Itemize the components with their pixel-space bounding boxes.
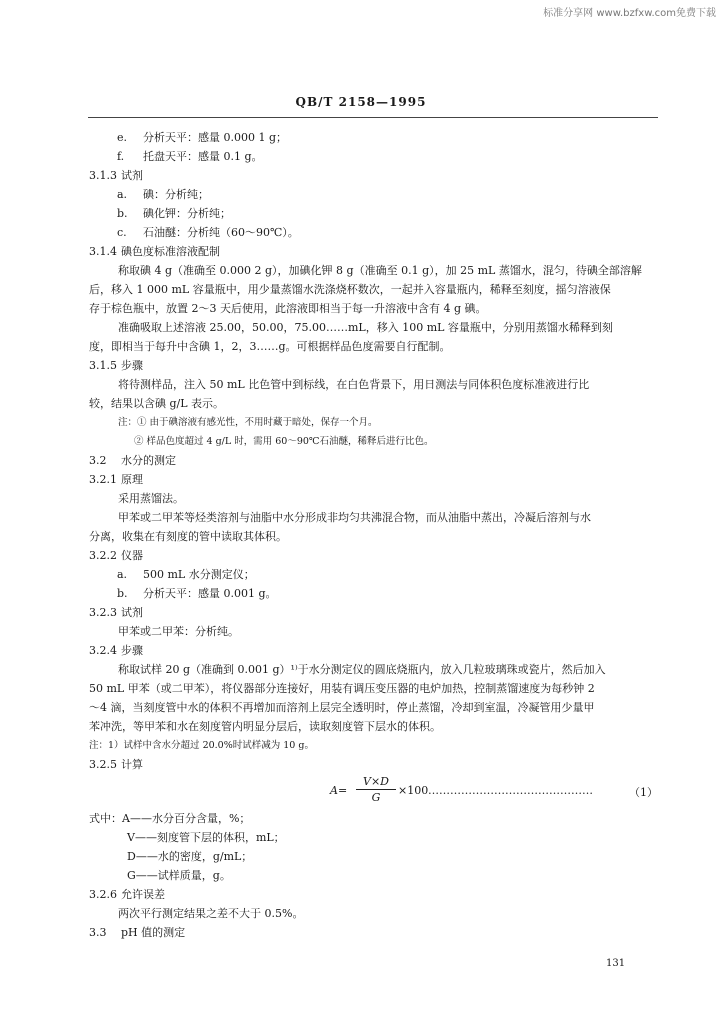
section-heading: [89, 888, 165, 902]
line-text: 注：① 由于碘溶液有感光性，不用时藏于暗处，保存一个月。: [118, 417, 378, 428]
line-text: 碘色度标准溶液配制: [121, 245, 220, 258]
text-line: [89, 283, 611, 297]
formula-numerator: V×D: [356, 775, 396, 790]
formula-equation-number: （1）: [629, 786, 658, 799]
section-number: 3.1.4: [89, 245, 117, 258]
formula-denominator: G: [371, 791, 381, 804]
list-item: [117, 587, 277, 601]
formula-1: [330, 770, 658, 810]
section-heading: [89, 926, 185, 940]
text-line: [118, 907, 303, 921]
header-rule: [88, 117, 658, 118]
text-line: [118, 625, 239, 639]
line-text: D——水的密度，g/mL；: [127, 850, 253, 863]
section-heading: [89, 473, 143, 487]
line-text: 水分的测定: [121, 454, 176, 467]
line-text: 后，移入 1 000 mL 容量瓶中，用少量蒸馏水洗涤烧杯数次，一起并入容量瓶内，稀释至刻度，摇匀溶液保: [89, 283, 611, 296]
page-number: 131: [606, 958, 626, 969]
section-number: 3.2.2: [89, 549, 117, 562]
line-text: 试剂: [121, 169, 143, 182]
list-marker: b.: [117, 207, 128, 220]
line-text: 分析天平：感量 0.000 1 g；: [143, 131, 288, 144]
list-marker: a.: [117, 568, 128, 581]
line-text: 甲苯或二甲苯等烃类溶剂与油脂中水分形成非均匀共沸混合物，而从油脂中蒸出，冷凝后溶剂与水: [118, 511, 591, 524]
list-item: [117, 188, 209, 202]
text-line: [118, 416, 378, 430]
list-marker: a.: [117, 188, 128, 201]
section-number: 3.3: [89, 926, 107, 939]
section-heading: [89, 359, 143, 373]
section-heading: [89, 758, 143, 772]
list-marker: b.: [117, 587, 128, 600]
line-text: 碘：分析纯；: [143, 188, 209, 201]
section-number: 3.2: [89, 454, 107, 467]
formula-fraction: [356, 775, 396, 804]
line-text: 原理: [121, 473, 143, 486]
text-line: [89, 812, 250, 826]
section-number: 3.2.4: [89, 644, 117, 657]
line-text: 托盘天平：感量 0.1 g。: [143, 150, 263, 163]
line-text: 准确吸取上述溶液 25.00，50.00，75.00……mL，移入 100 mL 容量瓶中，分别用蒸馏水稀释到刻: [118, 321, 613, 334]
line-text: 仪器: [121, 549, 143, 562]
text-line: [118, 492, 184, 506]
text-line: [89, 720, 441, 734]
line-text: 试剂: [121, 606, 143, 619]
section-number: 3.2.6: [89, 888, 117, 901]
text-line: [89, 739, 314, 753]
section-heading: [89, 169, 143, 183]
list-marker: e.: [117, 131, 128, 144]
line-text: 计算: [121, 758, 143, 771]
list-item: [117, 150, 263, 164]
text-line: [134, 435, 434, 449]
line-text: 石油醚：分析纯（60～90℃）。: [143, 226, 299, 239]
section-heading: [89, 606, 143, 620]
text-line: [89, 302, 487, 316]
text-line: [127, 869, 231, 883]
text-line: [127, 850, 252, 864]
line-text: pH 值的测定: [121, 926, 186, 939]
text-line: [89, 701, 595, 715]
line-text: 式中：A——水分百分含量，%；: [89, 812, 251, 825]
list-marker: f.: [117, 150, 125, 163]
section-number: 3.1.3: [89, 169, 117, 182]
list-item: [117, 131, 287, 145]
list-item: [117, 207, 231, 221]
line-text: ② 样品色度超过 4 g/L 时，需用 60～90℃石油醚，稀释后进行比色。: [134, 436, 434, 447]
formula-lhs: A=: [330, 784, 348, 797]
line-text: 两次平行测定结果之差不大于 0.5%。: [118, 907, 304, 920]
line-text: 采用蒸馏法。: [118, 492, 184, 505]
line-text: 分析天平：感量 0.001 g。: [143, 587, 277, 600]
line-text: 500 mL 水分测定仪；: [143, 568, 255, 581]
formula-leader-dots: ………………………………………: [428, 784, 593, 797]
section-heading: [89, 245, 220, 259]
line-text: 分离，收集在有刻度的管中读取其体积。: [89, 530, 287, 543]
section-number: 3.2.5: [89, 758, 117, 771]
line-text: 将待测样品，注入 50 mL 比色管中到标线，在白色背景下，用日测法与同体积色度标准液进行比: [118, 378, 590, 391]
line-text: 步骤: [121, 359, 143, 372]
line-text: 50 mL 甲苯（或二甲苯），将仪器部分连接好，用装有调压变压器的电炉加热，控制蒸馏速度为每秒钟 2: [89, 682, 595, 695]
line-text: 甲苯或二甲苯：分析纯。: [118, 625, 239, 638]
line-text: 称取试样 20 g（准确到 0.001 g）¹⁾于水分测定仪的圆底烧瓶内，放入几粒玻璃珠或瓷片，然后加入: [118, 663, 606, 676]
line-text: G——试样质量，g。: [127, 869, 231, 882]
section-number: 3.2.3: [89, 606, 117, 619]
list-item: [117, 226, 299, 240]
section-heading: [89, 549, 143, 563]
line-text: 存于棕色瓶中，放置 2～3 天后使用，此溶液即相当于每一升溶液中含有 4 g 碘。: [89, 302, 487, 315]
text-line: [118, 511, 591, 525]
line-text: V——刻度管下层的体积，mL；: [127, 831, 285, 844]
text-line: [89, 530, 287, 544]
line-text: 碘化钾：分析纯；: [143, 207, 231, 220]
standard-code-header: QB/T 2158—1995: [295, 95, 427, 109]
line-text: ～4 滴，当刻度管中水的体积不再增加而溶剂上层完全透明时，停止蒸馏，冷却到室温，冷凝管用少量甲: [89, 701, 595, 714]
text-line: [89, 682, 595, 696]
text-line: [118, 663, 606, 677]
formula-multiplier: ×100: [398, 784, 429, 797]
line-text: 允许误差: [121, 888, 165, 901]
text-line: [127, 831, 285, 845]
text-line: [118, 321, 613, 335]
section-number: 3.2.1: [89, 473, 117, 486]
text-line: [89, 340, 451, 354]
text-line: [89, 397, 224, 411]
text-line: [118, 378, 589, 392]
section-number: 3.1.5: [89, 359, 117, 372]
line-text: 苯冲洗，等甲苯和水在刻度管内明显分层后，读取刻度管下层水的体积。: [89, 720, 441, 733]
text-line: [118, 264, 642, 278]
list-item: [117, 568, 255, 582]
line-text: 步骤: [121, 644, 143, 657]
line-text: 注：1）试样中含水分超过 20.0%时试样减为 10 g。: [89, 740, 314, 751]
line-text: 度，即相当于每升中含碘 1，2，3……g。可根据样品色度需要自行配制。: [89, 340, 451, 353]
line-text: 较，结果以含碘 g/L 表示。: [89, 397, 225, 410]
section-heading: [89, 644, 143, 658]
watermark-text: 标准分享网 www.bzfxw.com免费下载: [543, 8, 716, 19]
section-heading: [89, 454, 176, 468]
line-text: 称取碘 4 g（准确至 0.000 2 g），加碘化钾 8 g（准确至 0.1 g），加 25 mL 蒸馏水，混匀，待碘全部溶解: [118, 264, 642, 277]
list-marker: c.: [117, 226, 127, 239]
